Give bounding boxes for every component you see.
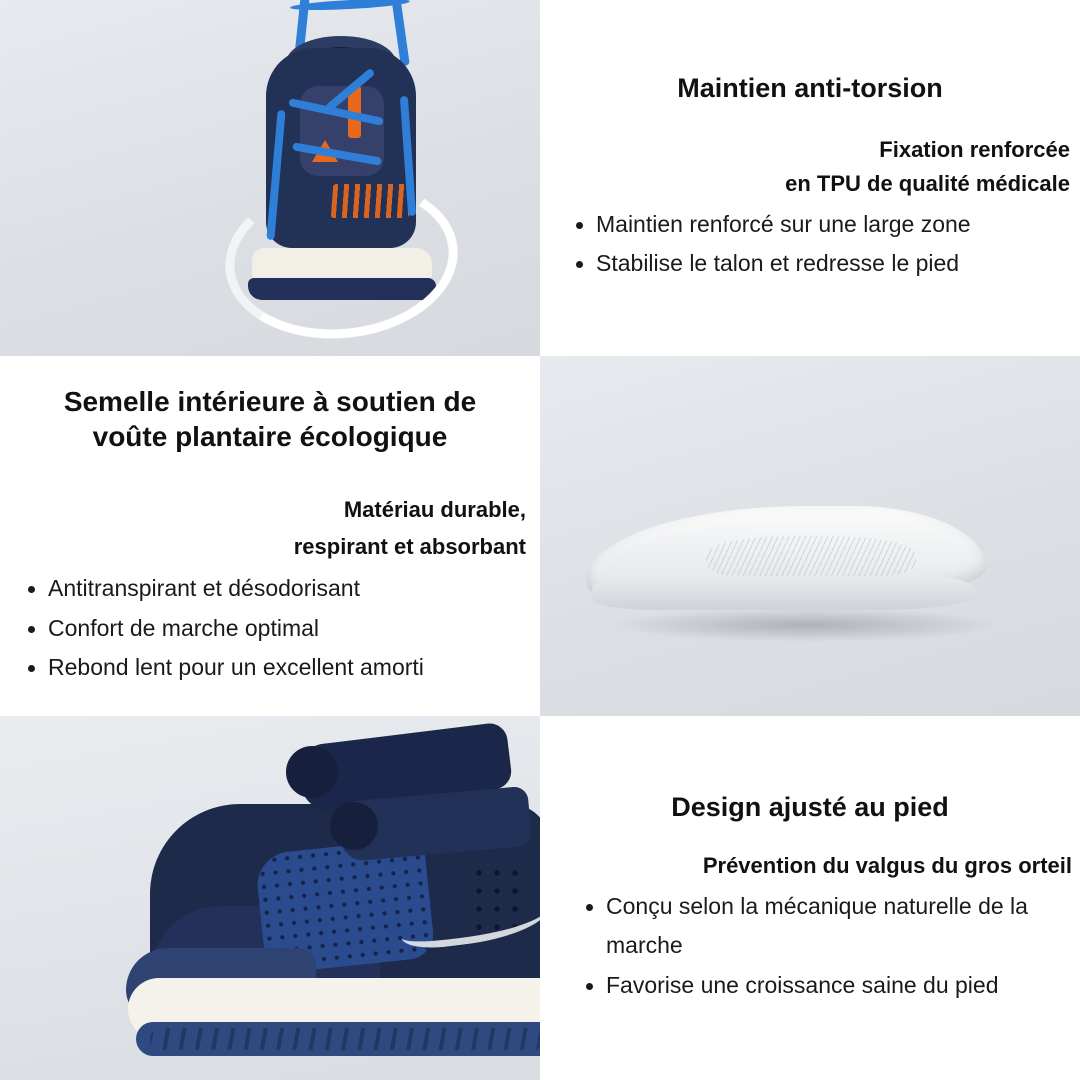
shoe-rear-illustration xyxy=(0,0,540,356)
white-swoosh-highlight xyxy=(217,168,465,349)
list-item: Stabilise le talon et redresse le pied xyxy=(596,244,1074,284)
panel-insole-subtitle-line1: Matériau durable, xyxy=(343,497,526,523)
panel-insole-title xyxy=(6,384,534,454)
panel-anti-torsion-subtitle-line1: Fixation renforcée xyxy=(879,136,1070,162)
list-item: Favorise une croissance saine du pied xyxy=(606,966,1074,1006)
shoe-strap-tip-bottom xyxy=(330,802,378,850)
shoe-side-image xyxy=(0,716,540,1080)
insole-edge xyxy=(592,576,978,610)
list-item: Antitranspirant et désodorisant xyxy=(48,569,534,609)
panel-anti-torsion xyxy=(540,0,1080,356)
list-item: Confort de marche optimal xyxy=(48,609,534,649)
panel-design xyxy=(540,716,1080,1080)
shoe-strap-tip-top xyxy=(286,746,338,798)
panel-insole xyxy=(0,356,540,716)
panel-insole-title-line2: voûte plantaire écologique xyxy=(92,421,448,453)
list-item: Maintien renforcé sur une large zone xyxy=(596,205,1074,245)
panel-design-bullets xyxy=(546,887,1074,1006)
list-item: Conçu selon la mécanique naturelle de la marche xyxy=(606,887,1074,966)
panel-design-title: Design ajusté au pied xyxy=(671,791,949,822)
panel-anti-torsion-subtitle-line2: en TPU de qualité médicale xyxy=(785,171,1070,197)
shoe-side-tread xyxy=(150,1028,540,1050)
panel-design-subtitle-line1: Prévention du valgus du gros orteil xyxy=(702,853,1072,879)
list-item: Rebond lent pour un excellent amorti xyxy=(48,648,534,688)
insole-illustration xyxy=(586,506,986,624)
panel-insole-subtitle-line2: respirant et absorbant xyxy=(293,533,526,559)
panel-anti-torsion-title: Maintien anti-torsion xyxy=(677,72,943,103)
insole-image xyxy=(540,356,1080,716)
shoe-rear-image xyxy=(0,0,540,356)
panel-anti-torsion-bullets xyxy=(546,205,1074,284)
panel-insole-bullets xyxy=(6,569,534,688)
panel-insole-title-line1: Semelle intérieure à soutien de xyxy=(63,386,477,418)
